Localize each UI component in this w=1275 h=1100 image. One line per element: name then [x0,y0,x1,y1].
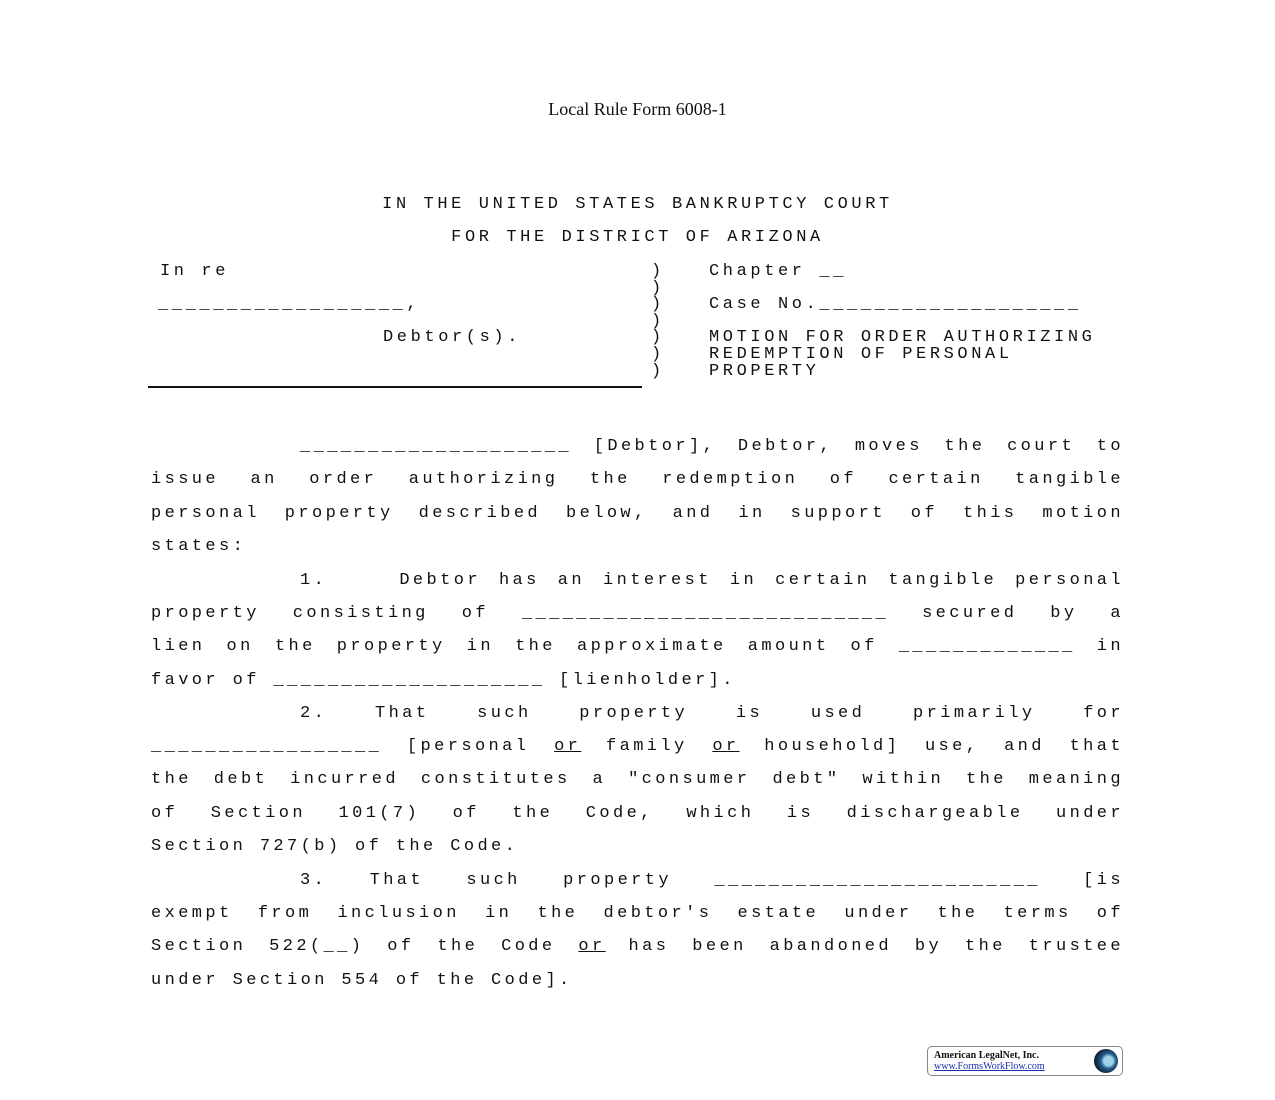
body-text-segment: _________________ [personal [151,737,555,756]
caption-paren: ) [651,362,665,381]
underlined-word: or [578,937,606,956]
american-legalnet-logo [927,1046,1123,1076]
motion-title-line: MOTION FOR ORDER AUTHORIZING [709,328,1096,347]
chapter-field: Chapter __ [709,262,848,281]
body-text-segment: issue an order authorizing the redemption of certain tangible [151,470,1124,489]
logo-company-name: American LegalNet, Inc. [934,1050,1039,1061]
body-text-segment: personal property described below, and in support of this motion [151,504,1124,523]
body-line [300,704,1124,724]
caption-paren: ) [651,262,665,281]
court-name: IN THE UNITED STATES BANKRUPTCY COURT [382,195,893,214]
form-title: Local Rule Form 6008-1 [548,99,727,119]
body-line [151,971,1124,991]
logo-website-link[interactable]: www.FormsWorkFlow.com [934,1061,1045,1072]
globe-icon [1094,1049,1118,1073]
body-text-segment: household] use, and that [739,737,1124,756]
body-line [300,571,1124,591]
court-district: FOR THE DISTRICT OF ARIZONA [451,228,824,247]
in-re-label: In re [160,262,230,281]
body-text-segment: Section 522(__) of the Code [151,937,579,956]
body-text-segment: favor of ____________________ [lienholder]. [151,671,736,690]
underlined-word: or [554,737,582,756]
underlined-word: or [712,737,740,756]
body-line [151,737,1124,757]
body-text-segment: Section 727(b) of the Code. [151,837,519,856]
body-text-segment: 1. Debtor has an interest in certain tangible personal [300,571,1124,590]
case-number-field: Case No.___________________ [709,295,1082,314]
body-line [151,671,1124,691]
body-text-segment: of Section 101(7) of the Code, which is dischargeable under [151,804,1124,823]
motion-title-line: REDEMPTION OF PERSONAL [709,345,1013,364]
caption-paren: ) [651,312,665,331]
body-text-segment: has been abandoned by the trustee [605,937,1124,956]
caption-paren: ) [651,279,665,298]
body-line [151,804,1124,824]
body-line [151,504,1124,524]
body-line [151,537,1124,557]
body-line [151,604,1124,624]
body-line [151,470,1124,490]
body-line [151,837,1124,857]
debtor-label: Debtor(s). [383,328,522,347]
body-line [151,770,1124,790]
motion-title-line: PROPERTY [709,362,820,381]
body-line [300,871,1124,891]
caption-paren: ) [651,345,665,364]
body-text-segment: states: [151,537,247,556]
body-text-segment: ____________________ [Debtor], Debtor, moves the court to [300,437,1124,456]
caption-divider [148,386,642,388]
body-line [151,904,1124,924]
body-text-segment: family [581,737,713,756]
caption-paren: ) [651,295,665,314]
body-line [151,637,1124,657]
body-line [300,437,1124,457]
body-text-segment: 3. That such property ________________________ [is [300,871,1124,890]
body-line [151,937,1124,957]
body-text-segment: exempt from inclusion in the debtor's estate under the terms of [151,904,1124,923]
body-text-segment: the debt incurred constitutes a "consumer debt" within the meaning [151,770,1124,789]
debtor-name-blank: __________________, [158,295,421,314]
body-text-segment: property consisting of ___________________________ secured by a [151,604,1124,623]
body-text-segment: lien on the property in the approximate amount of _____________ in [151,637,1124,656]
body-text-segment: under Section 554 of the Code]. [151,971,573,990]
body-text-segment: 2. That such property is used primarily for [300,704,1124,723]
caption-paren: ) [651,328,665,347]
